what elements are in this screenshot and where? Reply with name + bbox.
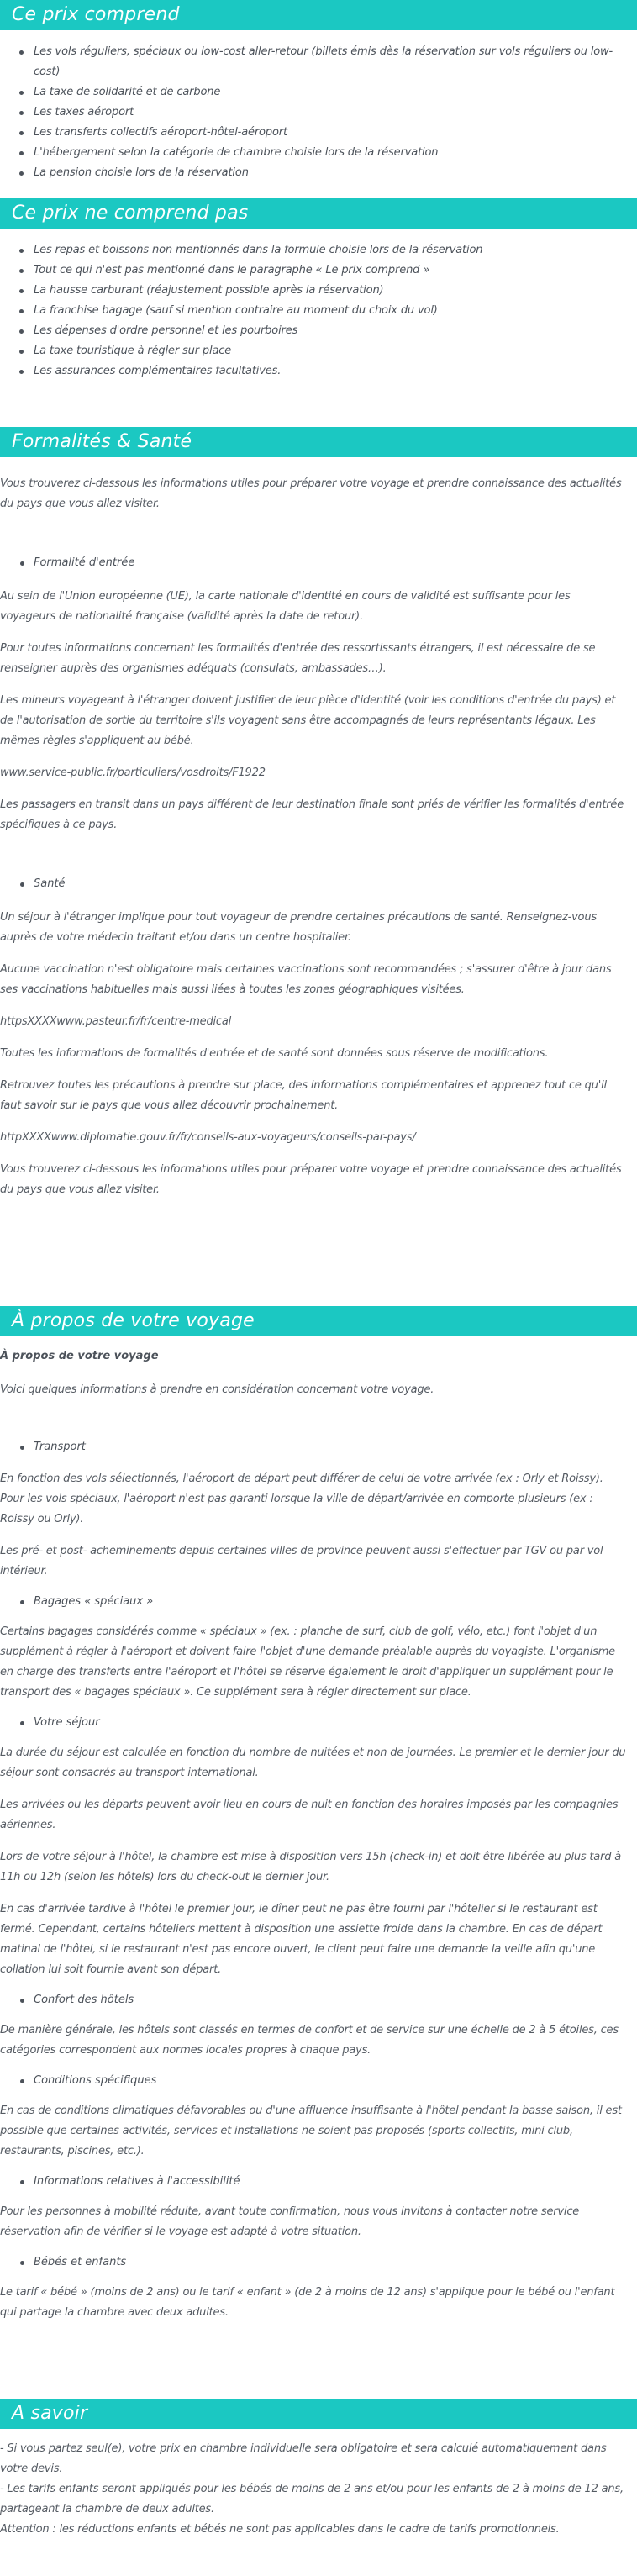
formalites-intro: Vous trouverez ci-dessous les informations utiles pour préparer votre voyage et prendre connaissance des actualités du pays que vous allez visiter. [0,477,622,510]
transport-label: Transport [0,1437,637,1457]
paragraph: - Les tarifs enfants seront appliqués pour les bébés de moins de 2 ans et/ou pour les enfants de 2 à moins de 12 ans, partageant la chambre de deux adultes. [0,2483,624,2515]
list-item: La hausse carburant (réajustement possible après la réservation) [34,281,637,301]
paragraph: Attention : les réductions enfants et bébés ne sont pas applicables dans le cadre de tarifs promotionnels. [0,2523,560,2536]
confort-label: Confort des hôtels [0,1990,637,2010]
bebes-label: Bébés et enfants [0,2252,637,2273]
excludes-title: Ce prix ne comprend pas [12,203,249,224]
entry-label: Formalité d'entrée [0,553,637,573]
list-item: Les taxes aéroport [34,103,637,123]
paragraph: La durée du séjour est calculée en fonction du nombre de nuitées et non de journées. Le premier et le dernier jour du séjour sont consacrés au transport international. [0,1746,626,1779]
list-item: Tout ce qui n'est pas mentionné dans le paragraphe « Le prix comprend » [34,261,637,281]
list-item: L'hébergement selon la catégorie de chambre choisie lors de la réservation [34,143,637,163]
list-item: Les assurances complémentaires facultatives. [34,361,637,382]
pasteur-link[interactable]: httpsXXXXwww.pasteur.fr/fr/centre-medical [0,1015,232,1028]
paragraph: Les mineurs voyageant à l'étranger doivent justifier de leur pièce d'identité (voir les conditions d'entrée du pays) et de l'autorisation de sortie du territoire s'ils voyagent sans être accompagnés de leurs représentants légaux. Les mêmes règles s'appliquent au bébé. [0,694,616,747]
paragraph: Certains bagages considérés comme « spéciaux » (ex. : planche de surf, club de golf, vélo, etc.) font l'objet d'un supplément à régler à l'aéroport et doivent faire l'objet d'une demande préalable auprès du voyagiste. L'organisme en charge des transferts entre l'aéroport et l'hôtel se réserve également le droit d'appliquer un supplément pour le transport des « bagages spéciaux ». Ce supplément sera à régler directement sur place. [0,1625,615,1699]
includes-list [0,42,637,183]
conditions-label: Conditions spécifiques [0,2071,637,2091]
paragraph: Voici quelques informations à prendre en considération concernant votre voyage. [0,1383,434,1396]
paragraph: Pour les personnes à mobilité réduite, avant toute confirmation, nous vous invitons à contacter notre service réservation afin de vérifier si le voyage est adapté à votre situation. [0,2205,580,2238]
paragraph: Un séjour à l'étranger implique pour tout voyageur de prendre certaines précautions de santé. Renseignez-vous auprès de votre médecin traitant et/ou dans un centre hospitalier. [0,911,597,944]
paragraph: Les pré- et post- acheminements depuis certaines villes de province peuvent aussi s'effectuer par TGV ou par vol intérieur. [0,1545,603,1578]
asavoir-title: A savoir [12,2403,88,2424]
excludes-section [0,198,637,427]
apropos-header [0,1306,637,1336]
service-public-link[interactable]: www.service-public.fr/particuliers/vosdroits/F1922 [0,766,266,779]
asavoir-section [0,2399,637,2576]
diplomatie-link[interactable]: httpXXXXwww.diplomatie.gouv.fr/fr/conseils-aux-voyageurs/conseils-par-pays/ [0,1131,416,1144]
apropos-title: À propos de votre voyage [12,1310,255,1331]
apropos-subtitle: À propos de votre voyage [0,1350,159,1362]
list-item: La taxe de solidarité et de carbone [34,82,637,103]
list-item: Les vols réguliers, spéciaux ou low-cost aller-retour (billets émis dès la réservation sur vols réguliers ou low-cost) [34,42,637,82]
accessibility-label: Informations relatives à l'accessibilité [0,2172,637,2192]
includes-section [0,0,637,198]
bagages-label: Bagages « spéciaux » [0,1592,637,1612]
includes-title: Ce prix comprend [12,4,180,25]
apropos-section [0,1306,637,2399]
paragraph: Au sein de l'Union européenne (UE), la carte nationale d'identité en cours de validité est suffisante pour les voyageurs de nationalité française (validité après la date de retour). [0,590,571,623]
paragraph: Pour toutes informations concernant les formalités d'entrée des ressortissants étrangers, il est nécessaire de se renseigner auprès des organismes adéquats (consulats, ambassades…). [0,642,596,675]
paragraph: Toutes les informations de formalités d'entrée et de santé sont données sous réserve de modifications. [0,1047,549,1060]
paragraph: Le tarif « bébé » (moins de 2 ans) ou le tarif « enfant » (de 2 à moins de 12 ans) s'applique pour le bébé ou l'enfant qui partage la chambre avec deux adultes. [0,2286,615,2319]
excludes-header [0,198,637,229]
sejour-label: Votre séjour [0,1713,637,1733]
formalites-title: Formalités & Santé [12,431,192,452]
list-item: Les repas et boissons non mentionnés dans la formule choisie lors de la réservation [34,240,637,261]
list-item: La pension choisie lors de la réservation [34,163,637,183]
paragraph: Vous trouverez ci-dessous les informations utiles pour préparer votre voyage et prendre connaissance des actualités du pays que vous allez visiter. [0,1163,622,1196]
paragraph: - Si vous partez seul(e), votre prix en chambre individuelle sera obligatoire et sera calculé automatiquement dans votre devis. [0,2442,607,2475]
formalites-section [0,427,637,1306]
paragraph: Aucune vaccination n'est obligatoire mais certaines vaccinations sont recommandées ; s'assurer d'être à jour dans ses vaccinations habituelles mais aussi liées à toutes les zones géographiques visitées. [0,963,612,996]
paragraph: Lors de votre séjour à l'hôtel, la chambre est mise à disposition vers 15h (check-in) et doit être libérée au plus tard à 11h ou 12h (selon les hôtels) lors du check-out le dernier jour. [0,1851,621,1883]
paragraph: Retrouvez toutes les précautions à prendre sur place, des informations complémentaires et apprenez tout ce qu'il faut savoir sur le pays que vous allez découvrir prochainement. [0,1079,607,1112]
formalites-header [0,427,637,457]
list-item: La franchise bagage (sauf si mention contraire au moment du choix du vol) [34,301,637,321]
paragraph: En fonction des vols sélectionnés, l'aéroport de départ peut différer de celui de votre arrivée (ex : Orly et Roissy). Pour les vols spéciaux, l'aéroport n'est pas garanti lorsque la ville de départ/arrivée en comporte plusieurs (ex : Roissy ou Orly). [0,1472,603,1525]
includes-header [0,0,637,30]
paragraph: En cas de conditions climatiques défavorables ou d'une affluence insuffisante à l'hôtel pendant la basse saison, il est possible que certaines activités, services et installations ne soient pas proposés (sports collectifs, mini club, restaurants, piscines, etc.). [0,2105,622,2157]
list-item: La taxe touristique à régler sur place [34,341,637,361]
asavoir-header [0,2399,637,2429]
paragraph: Les passagers en transit dans un pays différent de leur destination finale sont priés de vérifier les formalités d'entrée spécifiques à ce pays. [0,798,624,831]
list-item: Les dépenses d'ordre personnel et les pourboires [34,321,637,341]
excludes-list [0,240,637,382]
paragraph: En cas d'arrivée tardive à l'hôtel le premier jour, le dîner peut ne pas être fourni par l'hôtelier si le restaurant est fermé. Cependant, certains hôteliers mettent à disposition une assiette froide dans la chambre. En cas de départ matinal de l'hôtel, si le restaurant n'est pas encore ouvert, le client peut faire une demande la veille afin qu'une collation lui soit fournie avant son départ. [0,1903,603,1976]
list-item: Les transferts collectifs aéroport-hôtel-aéroport [34,123,637,143]
paragraph: Les arrivées ou les départs peuvent avoir lieu en cours de nuit en fonction des horaires imposés par les compagnies aériennes. [0,1799,619,1831]
health-label: Santé [0,874,637,894]
paragraph: De manière générale, les hôtels sont classés en termes de confort et de service sur une échelle de 2 à 5 étoiles, ces catégories correspondent aux normes locales propres à chaque pays. [0,2024,619,2057]
